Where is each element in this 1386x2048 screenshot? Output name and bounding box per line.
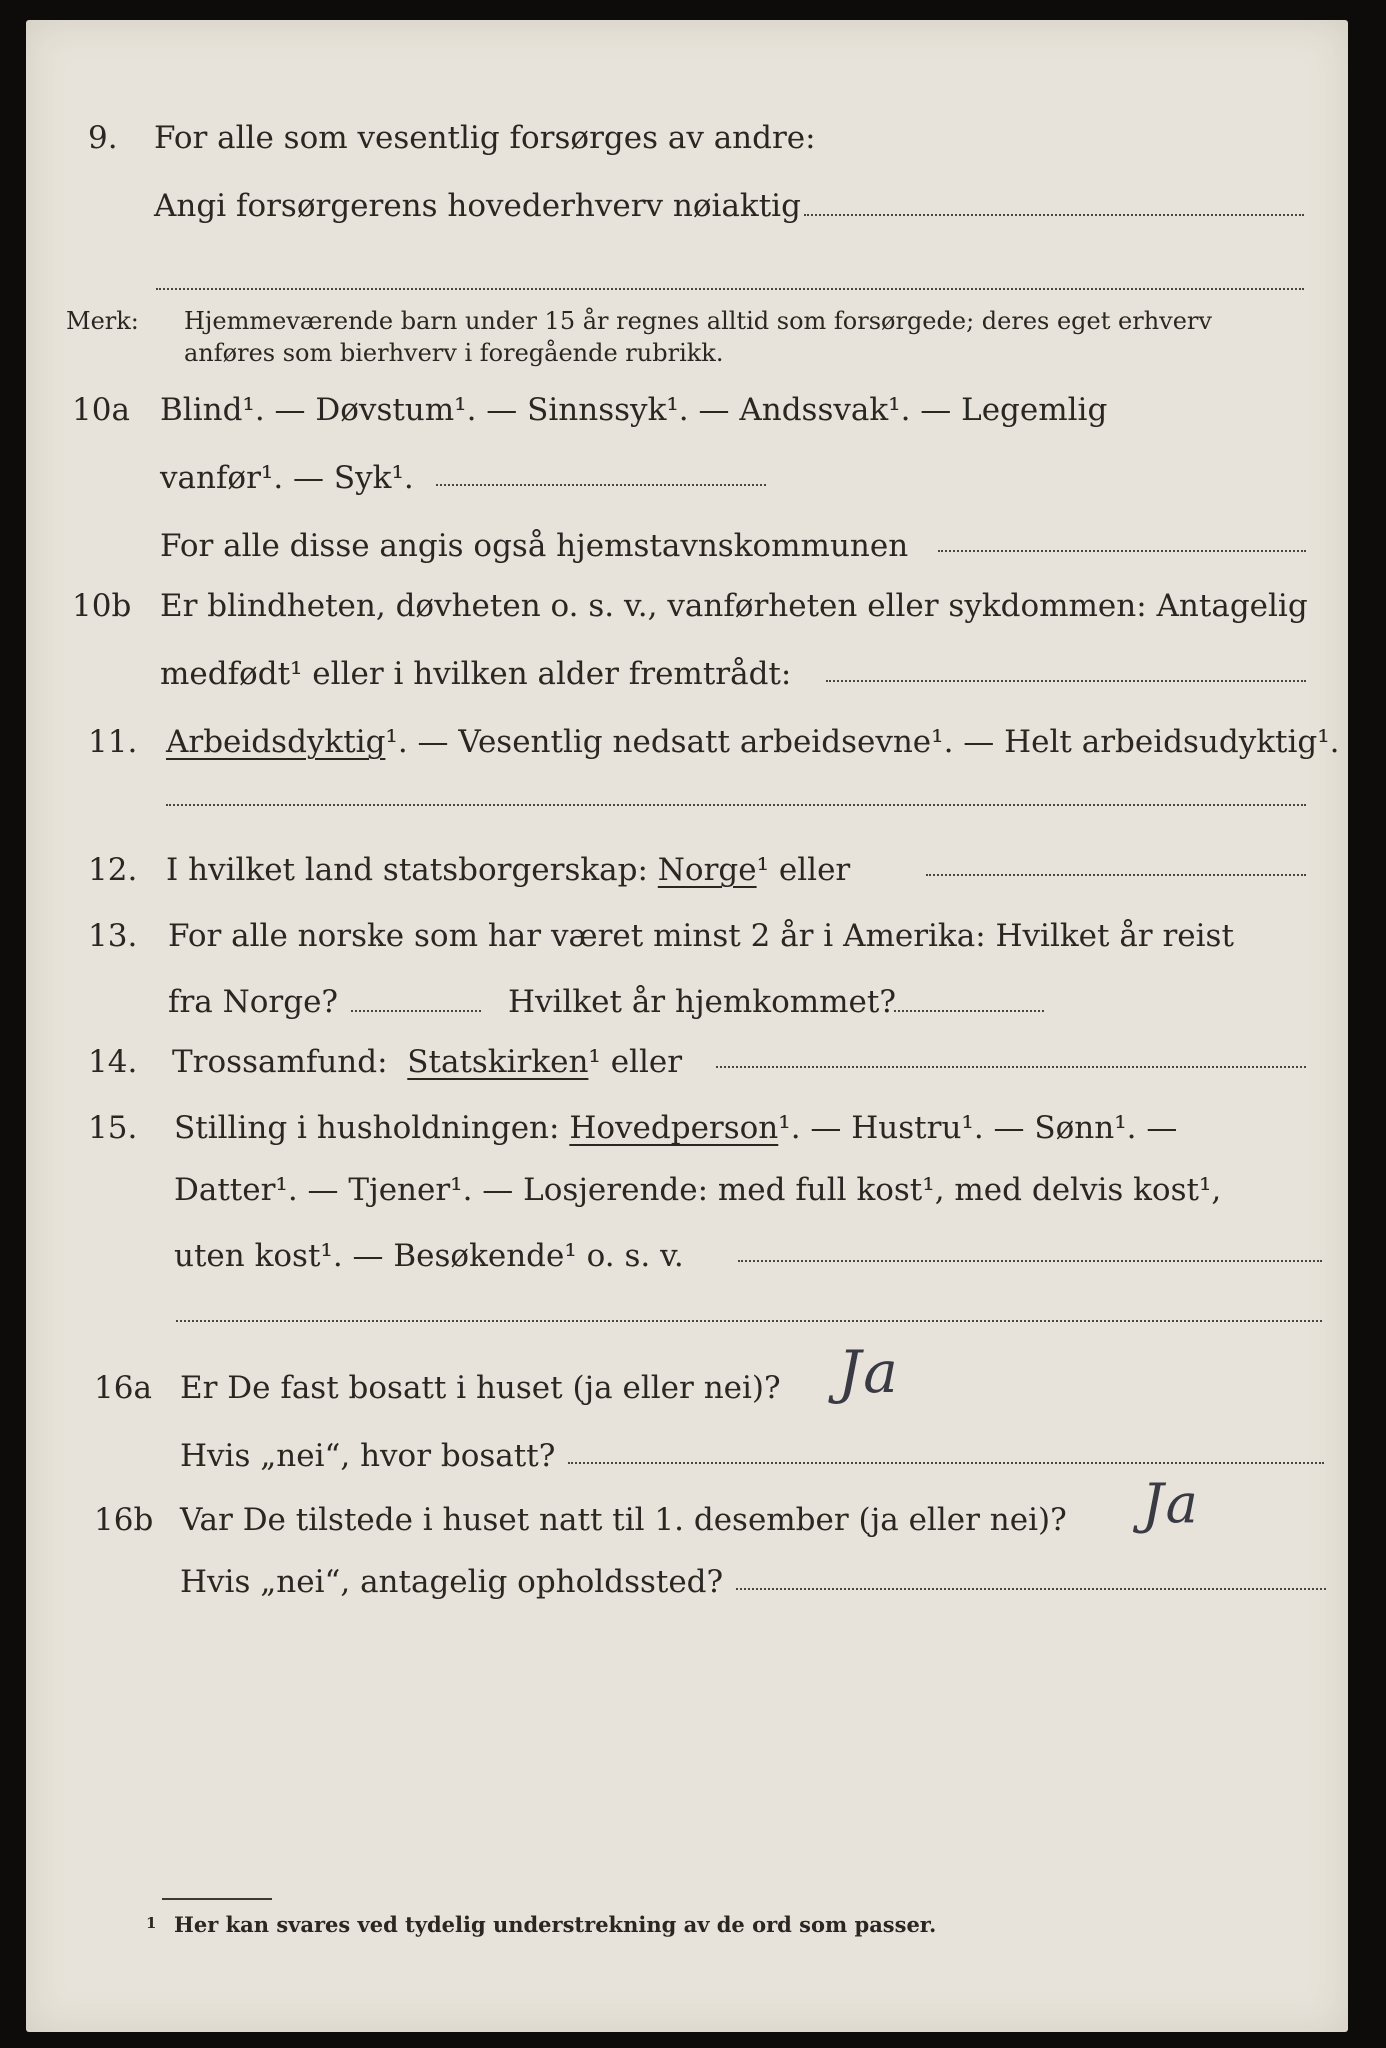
q14-before: Trossamfund:	[172, 1044, 388, 1080]
q9-number: 9.	[88, 120, 118, 156]
q12-number: 12.	[88, 852, 138, 888]
q15-line1	[174, 1110, 1177, 1146]
q16b-line1: Var De tilstede i huset natt til 1. desember (ja eller nei)?	[180, 1502, 1067, 1538]
q15-after: ¹. — Hustru¹. — Sønn¹. —	[778, 1110, 1178, 1146]
q14-underlined-answer[interactable]: Statskirken	[407, 1044, 589, 1080]
q10a-answer-line1[interactable]	[436, 484, 766, 486]
merk-label: Merk:	[66, 307, 139, 335]
q11-answer-line[interactable]	[166, 804, 1306, 806]
q15-number: 15.	[88, 1110, 138, 1146]
q10a-line1: Blind¹. — Døvstum¹. — Sinnssyk¹. — Andssvak¹. — Legemlig	[160, 392, 1108, 428]
q10b-line1: Er blindheten, døvheten o. s. v., vanførheten eller sykdommen: Antagelig	[160, 588, 1308, 624]
q11-underlined-answer[interactable]: Arbeidsdyktig	[166, 724, 386, 760]
q9-line2: Angi forsørgerens hovederhverv nøiaktig	[154, 188, 801, 224]
q15-line2: Datter¹. — Tjener¹. — Losjerende: med full kost¹, med delvis kost¹,	[174, 1172, 1222, 1208]
footnote-text: Her kan svares ved tydelig understrekning av de ord som passer.	[174, 1912, 937, 1937]
q15-answer-line2[interactable]	[176, 1320, 1322, 1322]
q15-underlined-answer[interactable]: Hovedperson	[569, 1110, 779, 1146]
q10a-number: 10a	[72, 392, 130, 428]
q14-after: ¹ eller	[588, 1044, 683, 1080]
q13-answer-hjemkommet[interactable]	[894, 1010, 1044, 1012]
q16a-answer-line[interactable]	[568, 1462, 1324, 1464]
q14-answer-line[interactable]	[716, 1066, 1306, 1068]
q16b-handwritten-answer[interactable]: Ja	[1142, 1472, 1200, 1535]
q10b-line2: medfødt¹ eller i hvilken alder fremtrådt:	[160, 656, 792, 692]
q12-after: ¹ eller	[756, 852, 851, 888]
q13-line2b: Hvilket år hjemkommet?	[508, 984, 896, 1020]
q13-answer-reist[interactable]	[351, 1010, 481, 1012]
q12-answer-line[interactable]	[926, 874, 1306, 876]
q11-line	[166, 724, 1340, 760]
q13-number: 13.	[88, 918, 138, 954]
q16a-handwritten-answer[interactable]: Ja	[838, 1338, 900, 1406]
q15-before: Stilling i husholdningen:	[174, 1110, 560, 1146]
q12-underlined-answer[interactable]: Norge	[657, 852, 757, 888]
q11-rest: ¹. — Vesentlig nedsatt arbeidsevne¹. — Helt arbeidsudyktig¹.	[385, 724, 1340, 760]
q12-line	[166, 852, 850, 888]
q9-answer-line2[interactable]	[156, 288, 1304, 290]
q11-number: 11.	[88, 724, 138, 760]
q16a-line1: Er De fast bosatt i huset (ja eller nei)?	[180, 1370, 781, 1406]
q9-line1: For alle som vesentlig forsørges av andre:	[154, 120, 816, 156]
q16b-line2: Hvis „nei“, antagelig opholdssted?	[180, 1564, 724, 1600]
footnote-mark: 1	[146, 1914, 157, 1932]
q16b-number: 16b	[94, 1502, 154, 1538]
q16a-number: 16a	[94, 1370, 152, 1406]
merk-line1: Hjemmeværende barn under 15 år regnes alltid som forsørgede; deres eget erhverv	[184, 307, 1212, 335]
q10a-line3: For alle disse angis også hjemstavnskommunen	[160, 528, 909, 564]
q9-answer-line1[interactable]	[804, 214, 1304, 216]
q13-line2a: fra Norge?	[168, 984, 339, 1020]
q10a-answer-line2[interactable]	[938, 550, 1306, 552]
q10a-line2: vanfør¹. — Syk¹.	[160, 460, 414, 496]
q10b-number: 10b	[72, 588, 132, 624]
q12-before: I hvilket land statsborgerskap:	[166, 852, 648, 888]
q16b-answer-line[interactable]	[736, 1588, 1326, 1590]
form-page	[26, 20, 1348, 2032]
footnote-rule	[162, 1898, 272, 1900]
q15-line3: uten kost¹. — Besøkende¹ o. s. v.	[174, 1238, 684, 1274]
merk-line2: anføres som bierhverv i foregående rubrikk.	[184, 339, 724, 367]
q13-line1: For alle norske som har været minst 2 år i Amerika: Hvilket år reist	[168, 918, 1234, 954]
q14-line	[172, 1044, 682, 1080]
q10b-answer-line[interactable]	[826, 680, 1306, 682]
q14-number: 14.	[88, 1044, 138, 1080]
q15-answer-line1[interactable]	[738, 1260, 1322, 1262]
q16a-line2: Hvis „nei“, hvor bosatt?	[180, 1438, 556, 1474]
